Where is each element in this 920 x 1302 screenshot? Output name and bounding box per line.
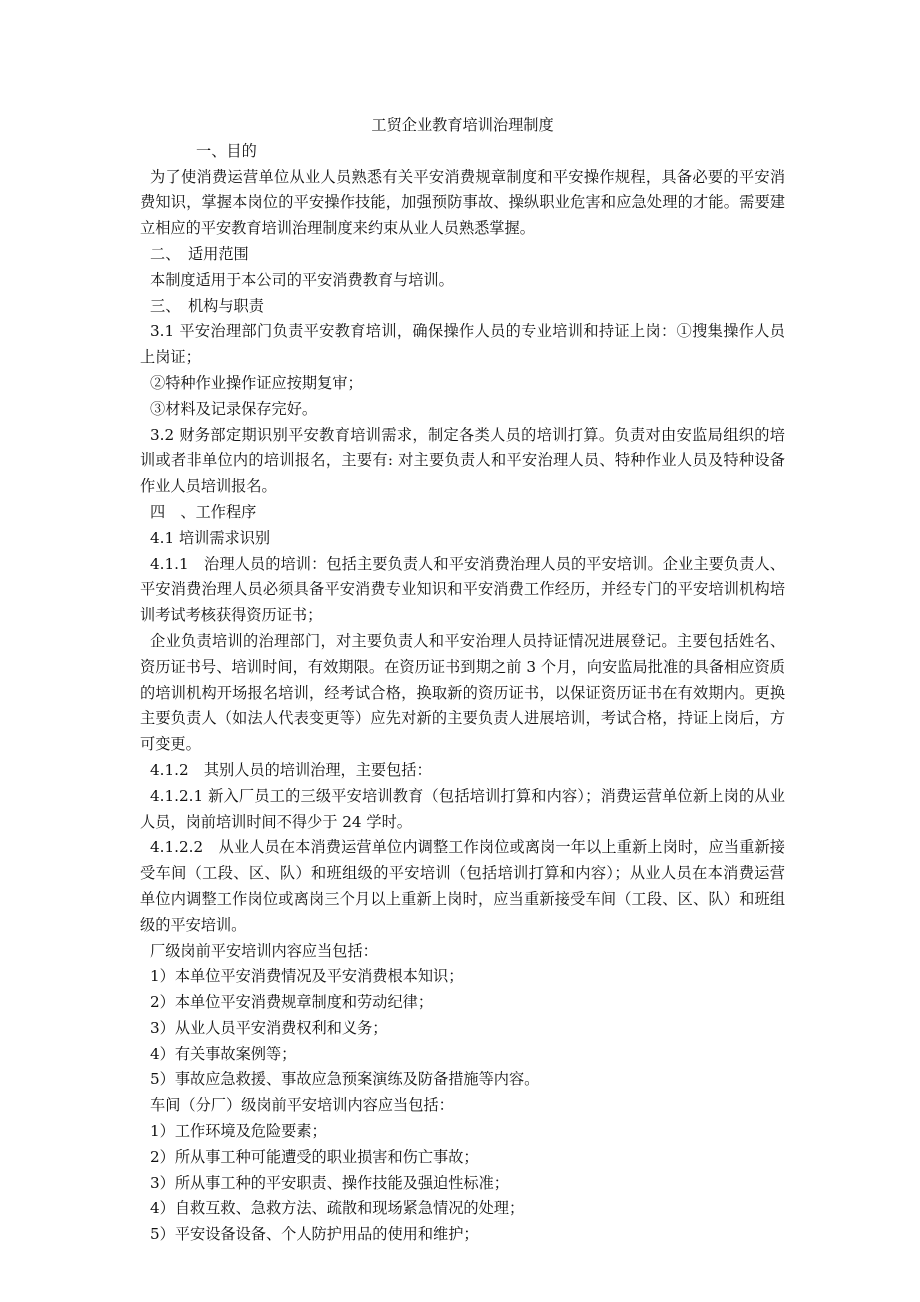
list-item: 3）所从事工种的平安职责、操作技能及强迫性标准； — [150, 1173, 509, 1192]
paragraph: 4.1.2.2 从业人员在本消费运营单位内调整工作岗位或离岗一年以上重新上岗时，应当重新接受车间（工段、区、队）和班组级的平安培训（包括培训打算和内容）；从业人员在本消费运营单位内调整工作岗位或离岗三个月以上重新上岗时，应当重新接受车间（工段、区、队）和班组级的平安培训。 — [140, 838, 785, 934]
paragraph: 3.2 财务部定期识别平安教育培训需求，制定各类人员的培训打算。负责对由安监局组织的培训或者非单位内的培训报名，主要有: 对主要负责人和平安治理人员、特种作业人员及特种设备作业人员培训报名。 — [140, 425, 785, 496]
paragraph: 为了使消费运营单位从业人员熟悉有关平安消费规章制度和平安操作规程，具备必要的平安消费知识，掌握本岗位的平安操作技能，加强预防事故、操纵职业危害和应急处理的才能。需要建立相应的平安教育培训治理制度来约束从业人员熟悉掌握。 — [140, 167, 785, 238]
document-body — [140, 139, 785, 1248]
paragraph: ③材料及记录保存完好。 — [150, 399, 318, 418]
list-item: 2）所从事工种可能遭受的职业损害和伤亡事故； — [150, 1147, 479, 1166]
paragraph: 4.1.2 其别人员的培训治理，主要包括： — [150, 760, 432, 779]
list-item: 1）本单位平安消费情况及平安消费根本知识； — [150, 967, 464, 986]
paragraph: ②特种作业操作证应按期复审； — [150, 373, 363, 392]
paragraph: 本制度适用于本公司的平安消费教育与培训。 — [150, 270, 454, 289]
section-heading-organization: 三、 机构与职责 — [150, 296, 264, 315]
document-page — [140, 113, 785, 1248]
paragraph: 4.1.1 治理人员的培训：包括主要负责人和平安消费治理人员的平安培训。企业主要负责人、平安消费治理人员必须具备平安消费专业知识和平安消费工作经历，并经专门的平安培训机构培训考试考核获得资历证书； — [140, 554, 785, 625]
document-title: 工贸企业教育培训治理制度 — [371, 116, 554, 134]
section-heading-procedure: 四 、工作程序 — [150, 502, 257, 521]
list-item: 1）工作环境及危险要素； — [150, 1122, 327, 1141]
list-item: 5）事故应急救援、事故应急预案演练及防备措施等内容。 — [150, 1070, 540, 1089]
paragraph: 车间（分厂）级岗前平安培训内容应当包括： — [150, 1096, 454, 1115]
list-item: 4）自救互救、急救方法、疏散和现场紧急情况的处理； — [150, 1199, 525, 1218]
list-item: 2）本单位平安消费规章制度和劳动纪律； — [150, 993, 434, 1012]
section-heading-scope: 二、 适用范围 — [150, 244, 249, 263]
paragraph: 企业负责培训的治理部门，对主要负责人和平安治理人员持证情况进展登记。主要包括姓名、资历证书号、培训时间，有效期限。在资历证书到期之前 3 个月，向安监局批准的具备相应资质的培训机构开场报名培训，经考试合格，换取新的资历证书，以保证资历证书在有效期内。更换主要负责人（如法人代表变更等）应先对新的主要负责人进展培训，考试合格，持证上岗后，方可变更。 — [140, 631, 785, 754]
paragraph: 4.1.2.1 新入厂员工的三级平安培训教育（包括培训打算和内容）；消费运营单位新上岗的从业人员，岗前培训时间不得少于 24 学时。 — [140, 786, 785, 831]
list-item: 3）从业人员平安消费权利和义务； — [150, 1018, 388, 1037]
paragraph: 3.1 平安治理部门负责平安教育培训，确保操作人员的专业培训和持证上岗：①搜集操作人员上岗证； — [140, 322, 785, 367]
section-heading-purpose: 一、目的 — [196, 141, 257, 160]
list-item: 4）有关事故案例等； — [150, 1044, 297, 1063]
subsection-heading: 4.1 培训需求识别 — [150, 528, 271, 547]
list-item: 5）平安设备设备、个人防护用品的使用和维护； — [150, 1225, 479, 1244]
paragraph: 厂级岗前平安培训内容应当包括： — [150, 941, 378, 960]
